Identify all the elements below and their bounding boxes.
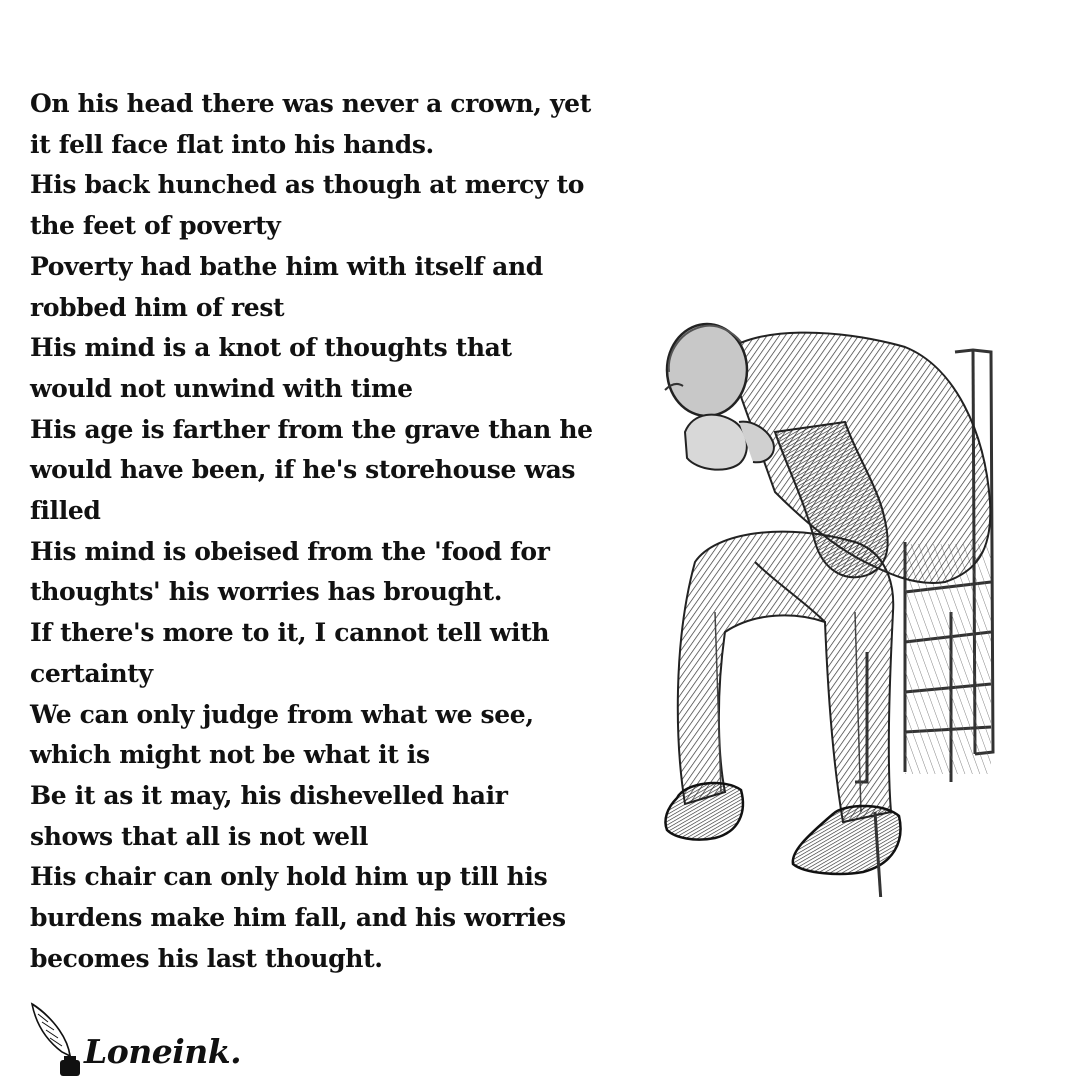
poem-line: burdens make him fall, and his worries — [30, 903, 566, 933]
poem-line: would not unwind with time — [30, 373, 413, 403]
poem-text — [30, 84, 630, 979]
poem-line: shows that all is not well — [30, 821, 368, 851]
poem-line: the feet of poverty — [30, 211, 281, 241]
poem-line: His chair can only hold him up till his — [30, 862, 548, 892]
poem-line: Poverty had bathe him with itself and — [30, 251, 543, 281]
poem-line: certainty — [30, 658, 153, 688]
poem-line: filled — [30, 496, 101, 526]
poem-line: becomes his last thought. — [30, 943, 383, 973]
poem-line: it fell face flat into his hands. — [30, 129, 434, 159]
brand-logo — [28, 1000, 258, 1080]
poem-line: thoughts' his worries has brought. — [30, 577, 503, 607]
poem-line: On his head there was never a crown, yet — [30, 89, 591, 118]
poem-line: If there's more to it, I cannot tell with — [30, 618, 550, 648]
poem-line: robbed him of rest — [30, 292, 285, 322]
grieving-old-man-sketch-icon — [655, 312, 1000, 897]
quill-inkwell-icon — [28, 1000, 88, 1080]
poem-line: We can only judge from what we see, — [30, 699, 534, 729]
poem-line: would have been, if he's storehouse was — [30, 455, 576, 485]
poem-line: His mind is obeised from the 'food for — [30, 536, 550, 566]
grieving-old-man-illustration — [655, 312, 1000, 897]
poem-line: His age is farther from the grave than he — [30, 414, 593, 444]
poem-line: which might not be what it is — [30, 740, 430, 770]
poem-line: His mind is a knot of thoughts that — [30, 333, 512, 363]
brand-name: Loneink. — [84, 1032, 242, 1071]
poem-line: Be it as it may, his dishevelled hair — [30, 780, 508, 810]
poem-line: His back hunched as though at mercy to — [30, 170, 585, 200]
